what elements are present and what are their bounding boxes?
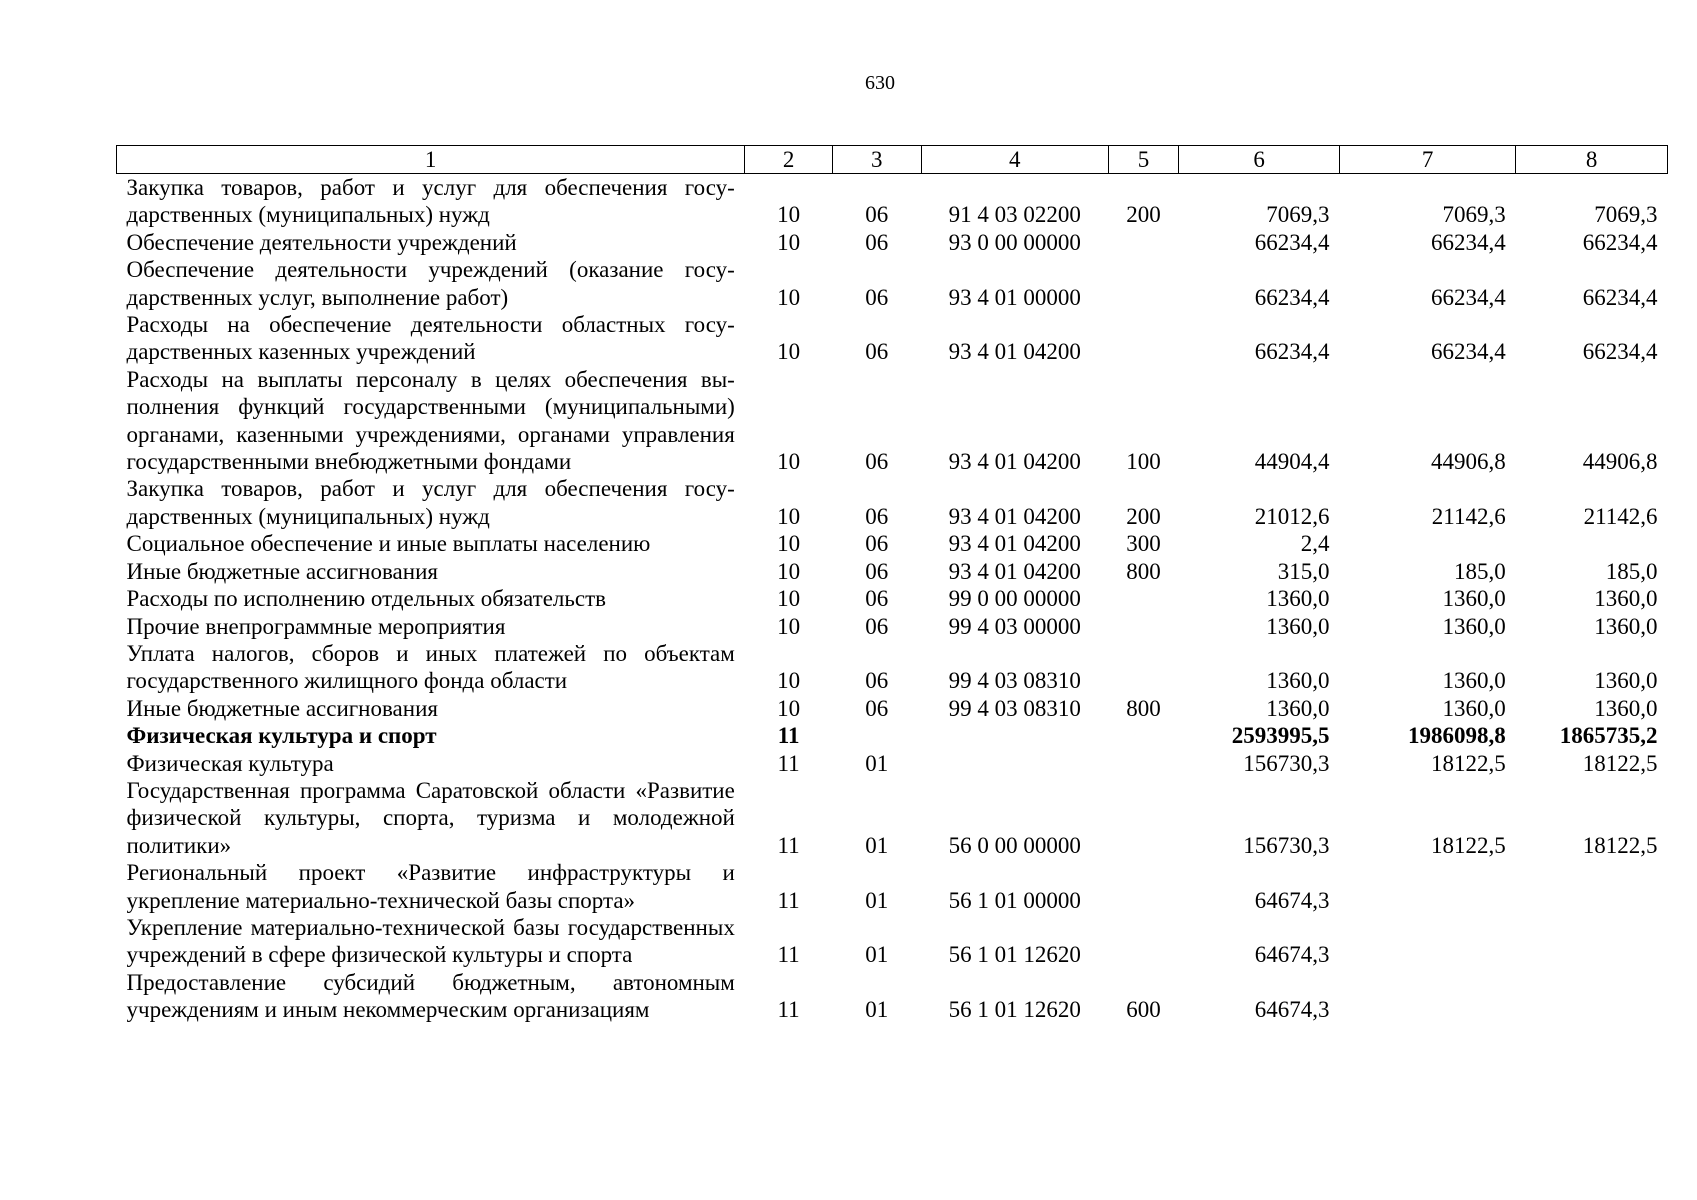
row-section: 10 xyxy=(777,668,801,694)
row-amount-2: 66234,4 xyxy=(1430,339,1506,365)
table-row xyxy=(117,558,1668,585)
row-expense-type: 200 xyxy=(1126,503,1161,529)
row-section: 11 xyxy=(777,723,800,749)
column-header-1: 1 xyxy=(117,146,745,174)
row-amount-1: 1360,0 xyxy=(1266,613,1330,639)
row-subsection: 01 xyxy=(865,832,889,858)
row-subsection: 06 xyxy=(865,586,889,612)
table-row xyxy=(117,750,1668,777)
row-target-article: 56 0 00 00000 xyxy=(948,832,1081,858)
row-name: Расходы по исполнению отдельных обязательств xyxy=(126,586,606,612)
row-amount-1: 66234,4 xyxy=(1254,229,1330,255)
row-expense-type: 300 xyxy=(1126,531,1161,557)
row-subsection: 01 xyxy=(865,942,889,968)
row-name: Региональный проект «Развитие инфраструктуры и укрепление материально-технической базы спорта» xyxy=(126,860,735,913)
row-amount-1: 2,4 xyxy=(1300,531,1330,557)
row-target-article: 99 4 03 08310 xyxy=(948,695,1081,721)
table-row xyxy=(117,777,1668,859)
row-expense-type: 800 xyxy=(1126,695,1161,721)
row-subsection: 01 xyxy=(865,750,889,776)
row-amount-2: 18122,5 xyxy=(1430,832,1506,858)
row-subsection: 06 xyxy=(865,558,889,584)
row-amount-2: 185,0 xyxy=(1453,558,1506,584)
page-number: 630 xyxy=(865,72,895,94)
row-amount-3: 66234,4 xyxy=(1582,284,1658,310)
row-name: Закупка товаров, работ и услуг для обеспечения государственных (муниципальных) нужд xyxy=(126,175,735,228)
row-section: 11 xyxy=(777,997,800,1023)
row-subsection: 06 xyxy=(865,613,889,639)
row-expense-type xyxy=(1108,229,1178,256)
row-name: Укрепление материально-технической базы государственных учреждений в сфере физической культуры и спорта xyxy=(126,914,735,968)
column-header-2: 2 xyxy=(745,146,833,174)
row-name: Уплата налогов, сборов и иных платежей по объектам государственного жилищного фонда области xyxy=(126,640,735,694)
row-target-article: 56 1 01 12620 xyxy=(948,942,1081,968)
row-target-article: 91 4 03 02200 xyxy=(948,202,1081,228)
row-amount-3 xyxy=(1516,969,1668,1024)
row-amount-3 xyxy=(1516,914,1668,969)
row-subsection: 01 xyxy=(865,887,889,913)
row-name: Расходы на выплаты персоналу в целях обеспечения выполнения функций государственными (муниципальными) органами, казенными учреждениями, органами управления государственными внебюджетными фондами xyxy=(126,366,735,475)
row-expense-type xyxy=(1108,777,1178,859)
column-header-5: 5 xyxy=(1108,146,1178,174)
row-expense-type xyxy=(1108,311,1178,366)
row-amount-1: 2593995,5 xyxy=(1231,723,1330,749)
row-amount-3: 66234,4 xyxy=(1582,339,1658,365)
row-subsection: 06 xyxy=(865,531,889,557)
row-amount-2: 21142,6 xyxy=(1431,503,1506,529)
row-subsection: 06 xyxy=(865,503,889,529)
row-section: 10 xyxy=(777,339,801,365)
row-name: Расходы на обеспечение деятельности областных государственных казенных учреждений xyxy=(126,312,735,365)
row-name: Иные бюджетные ассигнования xyxy=(126,558,438,584)
row-amount-2: 1360,0 xyxy=(1442,668,1506,694)
column-header-4: 4 xyxy=(921,146,1108,174)
row-expense-type xyxy=(1108,585,1178,612)
row-amount-1: 44904,4 xyxy=(1254,449,1330,475)
row-expense-type xyxy=(1108,722,1178,749)
row-name: Социальное обеспечение и иные выплаты населению xyxy=(126,531,651,557)
row-name: Предоставление субсидий бюджетным, автономным учреждениям и иным некоммерческим организациям xyxy=(126,969,735,1023)
row-target-article: 99 0 00 00000 xyxy=(948,586,1081,612)
row-target-article: 56 1 01 12620 xyxy=(948,997,1081,1023)
row-amount-1: 7069,3 xyxy=(1266,202,1330,228)
row-name: Иные бюджетные ассигнования xyxy=(126,695,438,721)
row-amount-3: 44906,8 xyxy=(1582,449,1658,475)
row-target-article: 93 4 01 04200 xyxy=(948,339,1081,365)
table-row xyxy=(117,640,1668,695)
table-row xyxy=(117,229,1668,256)
row-amount-1: 66234,4 xyxy=(1254,339,1330,365)
row-target-article: 93 4 01 00000 xyxy=(948,284,1081,310)
table-row xyxy=(117,695,1668,722)
row-name: Государственная программа Саратовской области «Развитие физической культуры, спорта, туризма и молодежной политики» xyxy=(126,777,735,858)
table-row xyxy=(117,859,1668,914)
row-amount-1: 156730,3 xyxy=(1243,832,1330,858)
row-amount-2: 18122,5 xyxy=(1430,750,1506,776)
table-row xyxy=(117,311,1668,366)
row-amount-1: 156730,3 xyxy=(1243,750,1330,776)
row-amount-1: 1360,0 xyxy=(1266,695,1330,721)
row-amount-1: 64674,3 xyxy=(1254,942,1330,968)
table-row xyxy=(117,722,1668,749)
row-amount-3: 1360,0 xyxy=(1594,668,1658,694)
row-section: 11 xyxy=(777,887,800,913)
row-section: 10 xyxy=(777,558,801,584)
row-section: 10 xyxy=(777,202,801,228)
row-amount-2: 66234,4 xyxy=(1430,229,1506,255)
row-amount-2 xyxy=(1340,530,1516,557)
row-amount-3: 7069,3 xyxy=(1594,202,1658,228)
row-section: 10 xyxy=(777,531,801,557)
row-subsection: 06 xyxy=(865,202,889,228)
table-body xyxy=(117,174,1668,1024)
row-amount-2 xyxy=(1340,914,1516,969)
row-target-article: 99 4 03 00000 xyxy=(948,613,1081,639)
row-section: 10 xyxy=(777,613,801,639)
row-name: Обеспечение деятельности учреждений xyxy=(126,229,517,255)
column-number-header-row xyxy=(117,146,1668,174)
row-name: Физическая культура xyxy=(126,750,334,776)
table-row xyxy=(117,256,1668,311)
table-row xyxy=(117,613,1668,640)
row-target-article xyxy=(921,722,1108,749)
row-amount-1: 1360,0 xyxy=(1266,668,1330,694)
table-row xyxy=(117,914,1668,969)
table-row xyxy=(117,530,1668,557)
row-amount-2: 7069,3 xyxy=(1442,202,1506,228)
table-row xyxy=(117,366,1668,476)
column-header-6: 6 xyxy=(1179,146,1340,174)
row-target-article: 93 4 01 04200 xyxy=(948,558,1081,584)
row-section: 10 xyxy=(777,229,801,255)
row-expense-type xyxy=(1108,750,1178,777)
row-subsection xyxy=(832,722,921,749)
row-amount-1: 315,0 xyxy=(1277,558,1330,584)
row-amount-3: 21142,6 xyxy=(1583,503,1658,529)
row-expense-type xyxy=(1108,914,1178,969)
row-amount-3: 18122,5 xyxy=(1582,750,1658,776)
row-amount-1: 66234,4 xyxy=(1254,284,1330,310)
table-row xyxy=(117,969,1668,1024)
row-amount-2: 66234,4 xyxy=(1430,284,1506,310)
row-amount-3: 1865735,2 xyxy=(1559,723,1658,749)
row-name: Обеспечение деятельности учреждений (оказание государственных услуг, выполнение работ) xyxy=(126,257,735,310)
table-row xyxy=(117,174,1668,229)
row-amount-3: 66234,4 xyxy=(1582,229,1658,255)
row-target-article: 93 4 01 04200 xyxy=(948,503,1081,529)
row-amount-1: 1360,0 xyxy=(1266,586,1330,612)
row-amount-2 xyxy=(1340,969,1516,1024)
row-section: 10 xyxy=(777,695,801,721)
column-header-8: 8 xyxy=(1516,146,1668,174)
row-amount-1: 21012,6 xyxy=(1254,503,1330,529)
row-target-article: 93 0 00 00000 xyxy=(948,229,1081,255)
row-expense-type: 100 xyxy=(1126,449,1161,475)
row-expense-type xyxy=(1108,613,1178,640)
row-name: Закупка товаров, работ и услуг для обеспечения государственных (муниципальных) нужд xyxy=(126,476,735,529)
row-expense-type: 200 xyxy=(1126,202,1161,228)
row-subsection: 06 xyxy=(865,668,889,694)
row-amount-2: 1360,0 xyxy=(1442,613,1506,639)
row-target-article: 93 4 01 04200 xyxy=(948,531,1081,557)
table-row xyxy=(117,585,1668,612)
row-expense-type xyxy=(1108,256,1178,311)
row-section: 10 xyxy=(777,586,801,612)
row-subsection: 06 xyxy=(865,449,889,475)
row-section: 10 xyxy=(777,284,801,310)
row-amount-3: 1360,0 xyxy=(1594,586,1658,612)
row-amount-1: 64674,3 xyxy=(1254,997,1330,1023)
row-amount-3: 185,0 xyxy=(1605,558,1658,584)
row-expense-type xyxy=(1108,640,1178,695)
row-section: 11 xyxy=(777,942,800,968)
budget-table xyxy=(116,145,1668,1024)
row-section: 11 xyxy=(777,750,800,776)
column-header-7: 7 xyxy=(1340,146,1516,174)
row-amount-2: 1360,0 xyxy=(1442,586,1506,612)
row-section: 11 xyxy=(777,832,800,858)
row-subsection: 06 xyxy=(865,229,889,255)
row-expense-type xyxy=(1108,859,1178,914)
row-name: Физическая культура и спорт xyxy=(126,723,437,749)
row-amount-2: 44906,8 xyxy=(1430,449,1506,475)
column-header-3: 3 xyxy=(832,146,921,174)
row-amount-3: 18122,5 xyxy=(1582,832,1658,858)
table-row xyxy=(117,475,1668,530)
row-amount-1: 64674,3 xyxy=(1254,887,1330,913)
row-subsection: 06 xyxy=(865,695,889,721)
row-subsection: 01 xyxy=(865,997,889,1023)
row-target-article: 56 1 01 00000 xyxy=(948,887,1081,913)
row-amount-2 xyxy=(1340,859,1516,914)
row-amount-2: 1986098,8 xyxy=(1407,723,1506,749)
row-amount-3 xyxy=(1516,530,1668,557)
row-target-article: 99 4 03 08310 xyxy=(948,668,1081,694)
row-section: 10 xyxy=(777,503,801,529)
row-subsection: 06 xyxy=(865,339,889,365)
row-target-article xyxy=(921,750,1108,777)
row-section: 10 xyxy=(777,449,801,475)
row-subsection: 06 xyxy=(865,284,889,310)
row-amount-2: 1360,0 xyxy=(1442,695,1506,721)
row-amount-3: 1360,0 xyxy=(1594,695,1658,721)
row-expense-type: 600 xyxy=(1126,997,1161,1023)
row-expense-type: 800 xyxy=(1126,558,1161,584)
row-target-article: 93 4 01 04200 xyxy=(948,449,1081,475)
row-name: Прочие внепрограммные мероприятия xyxy=(126,613,506,639)
row-amount-3: 1360,0 xyxy=(1594,613,1658,639)
row-amount-3 xyxy=(1516,859,1668,914)
